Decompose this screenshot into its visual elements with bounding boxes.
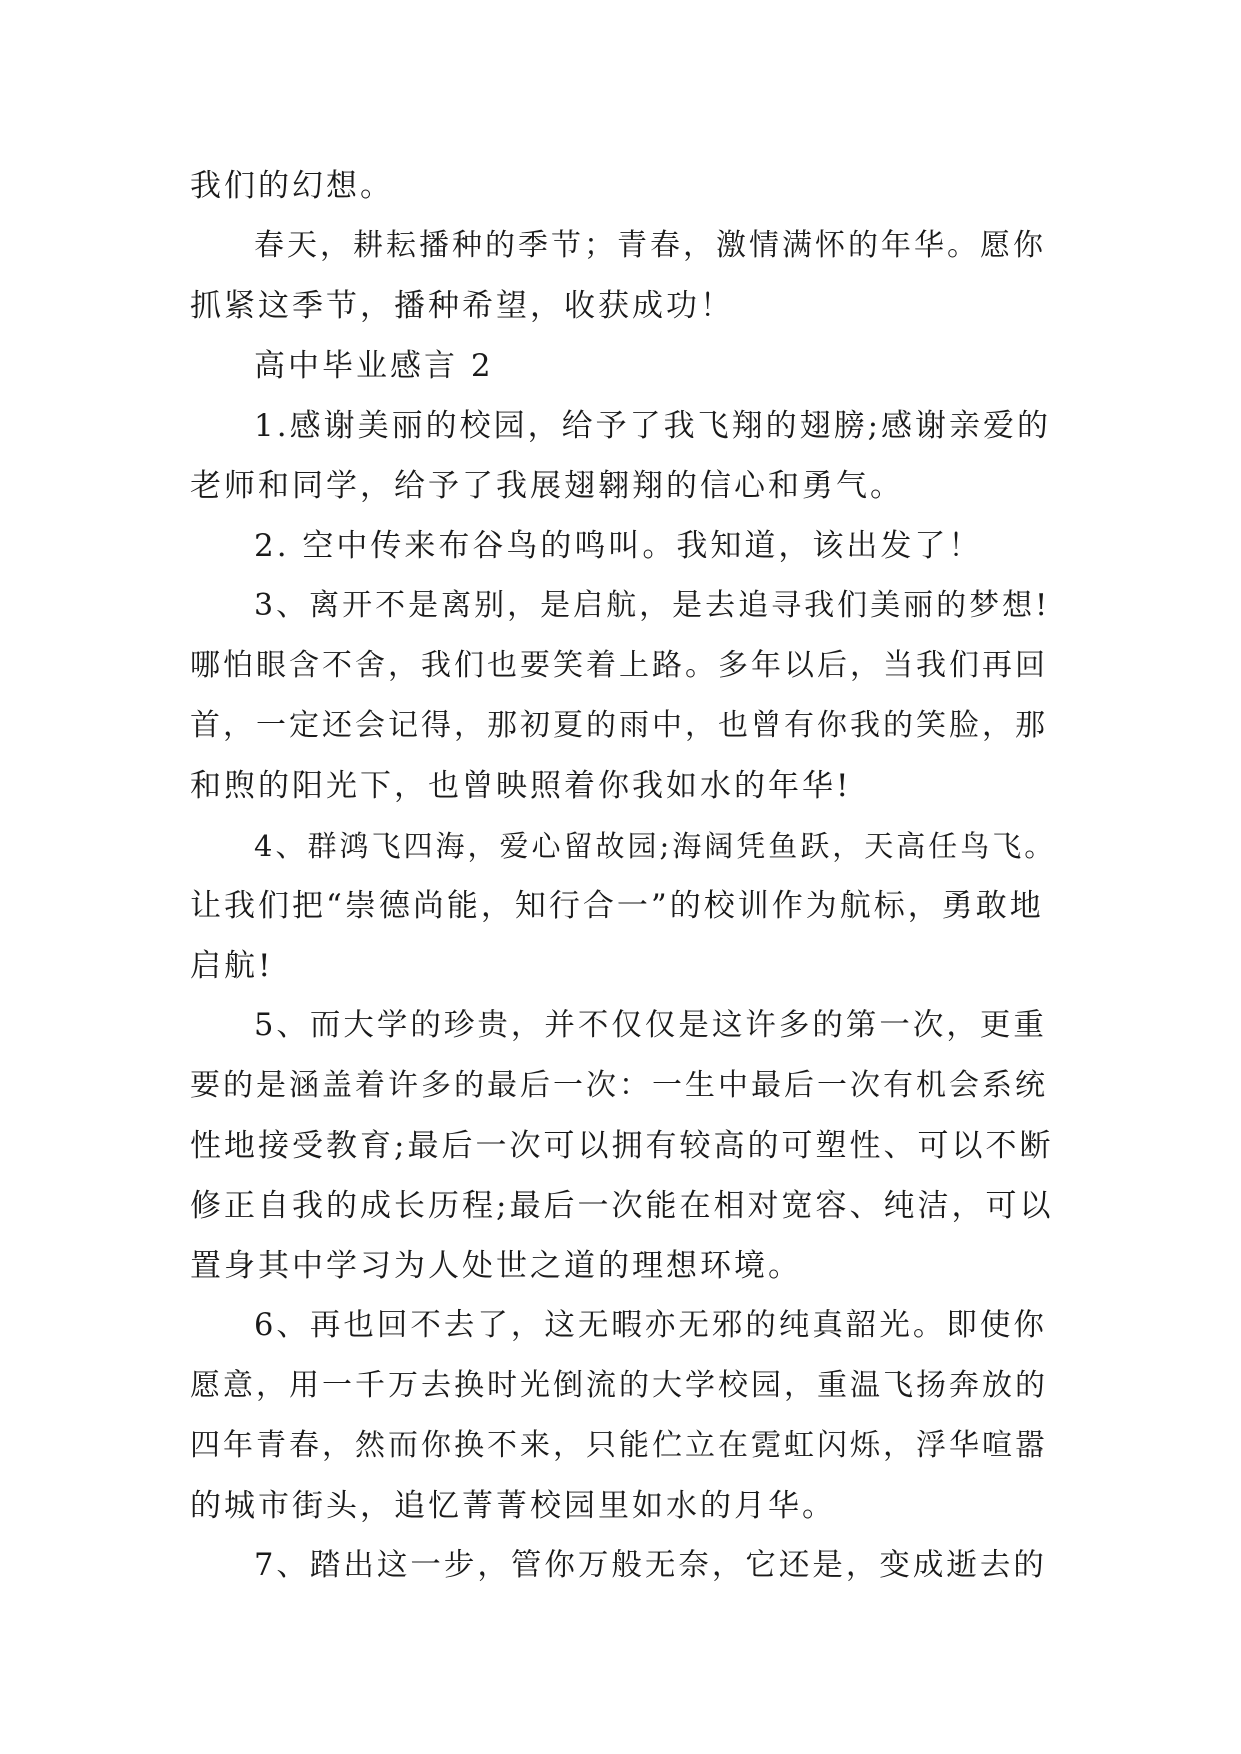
text-line: 修正自我的成长历程;最后一次能在相对宽容、纯洁，可以 <box>190 1188 1054 1224</box>
text-line: 置身其中学习为人处世之道的理想环境。 <box>190 1248 802 1284</box>
text-line: 的城市街头，追忆菁菁校园里如水的月华。 <box>190 1488 836 1524</box>
text-line: 我们的幻想。 <box>190 168 394 204</box>
text-line: 5、而大学的珍贵，并不仅仅是这许多的第一次，更重 <box>254 1008 1047 1043</box>
text-line: 抓紧这季节，播种希望，收获成功！ <box>190 288 734 324</box>
text-line: 四年青春，然而你换不来，只能伫立在霓虹闪烁，浮华喧嚣 <box>190 1428 1048 1463</box>
text-line: 哪怕眼含不舍，我们也要笑着上路。多年以后，当我们再回 <box>190 648 1048 683</box>
text-line: 1.感谢美丽的校园，给予了我飞翔的翅膀;感谢亲爱的 <box>254 408 1052 444</box>
text-line: 4、群鸿飞四海，爱心留故园;海阔凭鱼跃，天高任鸟飞。 <box>254 829 1057 863</box>
text-line: 高中毕业感言 2 <box>254 348 494 384</box>
text-line: 和煦的阳光下，也曾映照着你我如水的年华! <box>190 768 852 804</box>
text-line: 3、离开不是离别，是启航，是去追寻我们美丽的梦想! <box>254 588 1051 623</box>
text-line: 首，一定还会记得，那初夏的雨中，也曾有你我的笑脸，那 <box>190 708 1048 743</box>
text-line: 6、再也回不去了，这无暇亦无邪的纯真韶光。即使你 <box>254 1308 1047 1343</box>
text-line: 愿意，用一千万去换时光倒流的大学校园，重温飞扬奔放的 <box>190 1368 1048 1403</box>
text-line: 启航! <box>190 948 274 984</box>
text-line: 2. 空中传来布谷鸟的鸣叫。我知道，该出发了！ <box>254 528 983 564</box>
text-line: 春天，耕耘播种的季节；青春，激情满怀的年华。愿你 <box>254 228 1046 263</box>
document-page <box>190 156 1056 1596</box>
text-line: 要的是涵盖着许多的最后一次：一生中最后一次有机会系统 <box>190 1068 1048 1103</box>
text-line: 性地接受教育;最后一次可以拥有较高的可塑性、可以不断 <box>190 1128 1054 1164</box>
text-line: 老师和同学，给予了我展翅翱翔的信心和勇气。 <box>190 468 904 504</box>
text-line: 让我们把“崇德尚能，知行合一”的校训作为航标，勇敢地 <box>190 888 1044 924</box>
text-line: 7、踏出这一步，管你万般无奈，它还是，变成逝去的 <box>254 1548 1047 1583</box>
